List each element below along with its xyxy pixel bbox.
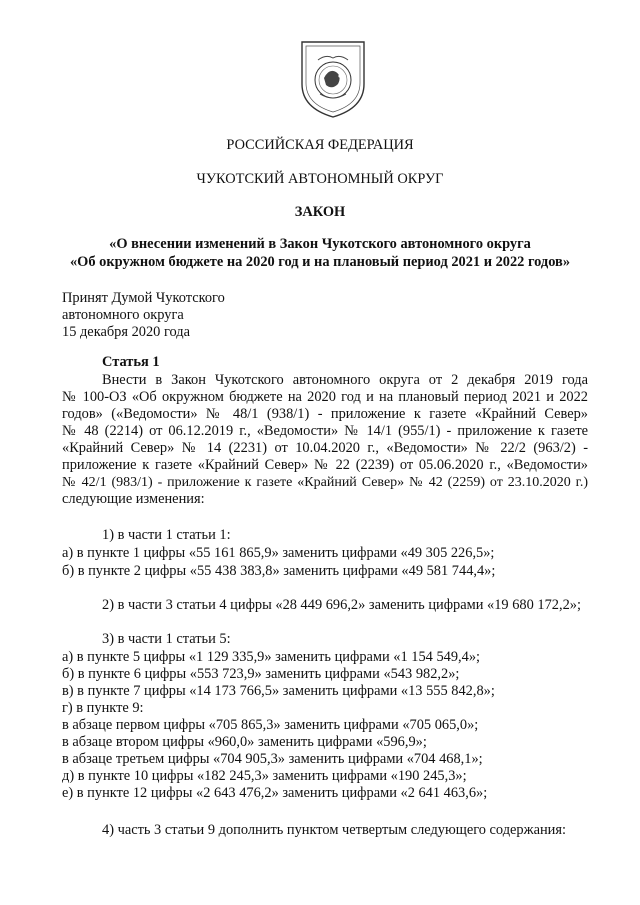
coat-of-arms-emblem bbox=[296, 38, 370, 120]
item-3-list bbox=[62, 649, 588, 802]
item-3-heading: 3) в части 1 статьи 5: bbox=[102, 631, 231, 647]
item-3-line: в абзаце третьем цифры «704 905,3» заменить цифрами «704 468,1»; bbox=[62, 751, 483, 767]
intro-line: № 100-ОЗ «Об окружном бюджете на 2020 год и на плановый период 2021 и 2022 bbox=[62, 389, 588, 405]
article-intro bbox=[62, 372, 588, 508]
item-3-line: б) в пункте 6 цифры «553 723,9» заменить цифрами «543 982,2»; bbox=[62, 666, 460, 682]
intro-line: № 48 (2214) от 06.12.2019 г., «Ведомости» № 14/1 (955/1) - приложение к газете bbox=[62, 423, 588, 439]
item-2: 2) в части 3 статьи 4 цифры «28 449 696,2» заменить цифрами «19 680 172,2»; bbox=[102, 597, 581, 613]
adoption-line-1: Принят Думой Чукотского bbox=[62, 290, 225, 306]
intro-line: Внести в Закон Чукотского автономного округа от 2 декабря 2019 года bbox=[102, 372, 588, 388]
intro-line: № 42/1 (983/1) - приложение к газете «Крайний Север» № 42 (2259) от 23.10.2020 г.) bbox=[62, 475, 588, 490]
adoption-info bbox=[62, 290, 588, 341]
intro-line: приложение к газете «Крайний Север» № 22 (2239) от 05.06.2020 г., «Ведомости» bbox=[62, 457, 588, 473]
law-title-line-1: «О внесении изменений в Закон Чукотского автономного округа bbox=[109, 236, 531, 252]
article-heading: Статья 1 bbox=[102, 354, 160, 370]
item-3-line: а) в пункте 5 цифры «1 129 335,9» заменить цифрами «1 154 549,4»; bbox=[62, 649, 481, 665]
adoption-date: 15 декабря 2020 года bbox=[62, 324, 191, 340]
intro-line: следующие изменения: bbox=[62, 491, 205, 507]
country-name: РОССИЙСКАЯ ФЕДЕРАЦИЯ bbox=[226, 137, 414, 153]
region-name: ЧУКОТСКИЙ АВТОНОМНЫЙ ОКРУГ bbox=[196, 171, 444, 187]
adoption-line-2: автономного округа bbox=[62, 307, 184, 323]
document-type: ЗАКОН bbox=[294, 204, 346, 220]
item-3-line: в) в пункте 7 цифры «14 173 766,5» заменить цифрами «13 555 842,8»; bbox=[62, 683, 495, 699]
intro-line: годов» («Ведомости» № 48/1 (938/1) - приложение к газете «Крайний Север» bbox=[62, 406, 588, 422]
item-3-line: д) в пункте 10 цифры «182 245,3» заменить цифрами «190 245,3»; bbox=[62, 768, 467, 784]
item-1-heading: 1) в части 1 статьи 1: bbox=[102, 527, 231, 543]
intro-line: «Крайний Север» № 14 (2231) от 10.04.2020 г., «Ведомости» № 22/2 (963/2) - bbox=[62, 440, 588, 456]
item-3-line: в абзаце втором цифры «960,0» заменить цифрами «596,9»; bbox=[62, 734, 427, 750]
item-4: 4) часть 3 статьи 9 дополнить пунктом четвертым следующего содержания: bbox=[102, 822, 566, 838]
item-3-line: г) в пункте 9: bbox=[62, 700, 144, 716]
item-3-line: е) в пункте 12 цифры «2 643 476,2» заменить цифрами «2 641 463,6»; bbox=[62, 785, 488, 801]
item-3-line: в абзаце первом цифры «705 865,3» заменить цифрами «705 065,0»; bbox=[62, 717, 479, 733]
item-1-b: б) в пункте 2 цифры «55 438 383,8» заменить цифрами «49 581 744,4»; bbox=[62, 563, 496, 579]
item-1-a: а) в пункте 1 цифры «55 161 865,9» заменить цифрами «49 305 226,5»; bbox=[62, 545, 495, 561]
law-title-line-2: «Об окружном бюджете на 2020 год и на плановый период 2021 и 2022 годов» bbox=[69, 254, 571, 270]
